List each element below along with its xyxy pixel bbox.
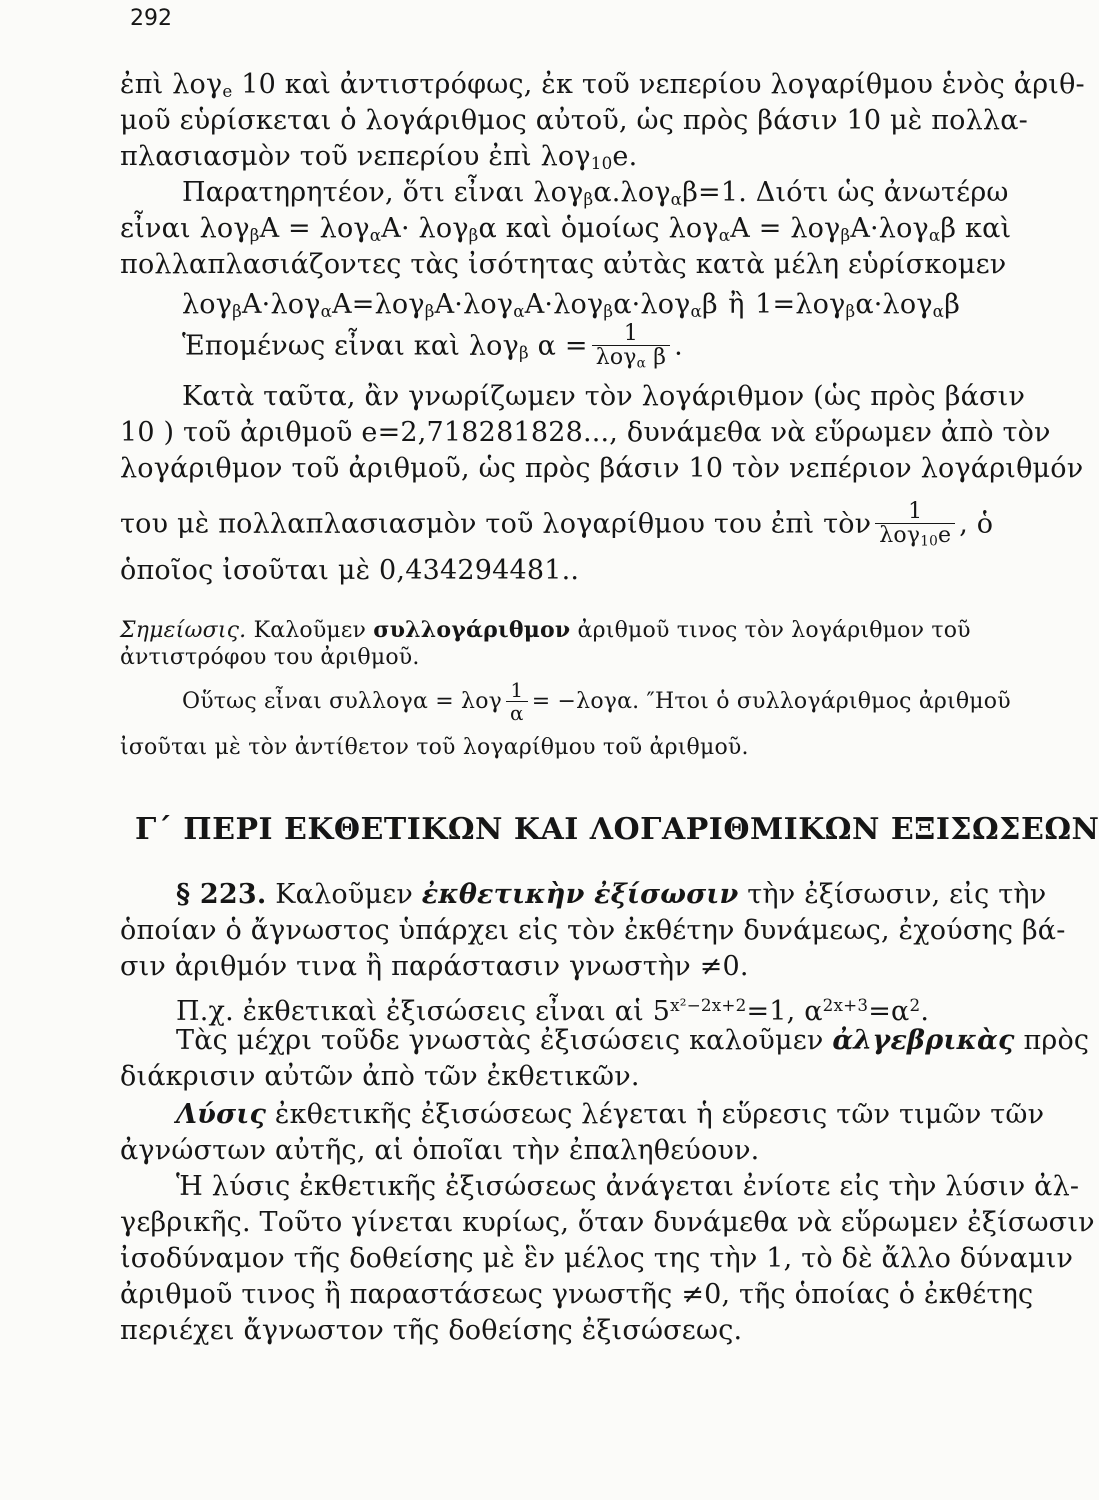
text-line: εἶναι λογ$_\beta$A = λογ$_\alpha$A· λογ$_\beta$α καὶ ὁμοίως λογ$_\alpha$A = λογ$_\beta$A·λογ$_\alpha$β καὶ <box>120 213 1012 246</box>
note-line: ἀντιστρόφου του ἀριθμοῦ. <box>120 645 420 670</box>
page-number: 292 <box>130 6 172 31</box>
text-line: Παρατηρητέον, ὅτι εἶναι λογ$_\beta$α.λογ$_\alpha$β=1. Διότι ὡς ἀνωτέρω <box>182 177 1009 210</box>
fraction: $\frac{1}{\alpha}$ <box>506 680 528 724</box>
text-line: ἀριθμοῦ τινος ἢ παραστάσεως γνωστῆς ≠0, τῆς ὁποίας ὁ ἐκθέτης <box>120 1279 1034 1310</box>
formula-line: του μὲ πολλαπλασιασμὸν τοῦ λογαρίθμου του ἐπὶ τὸν $\frac{1}{\lambda o\gamma_{10}e}$ , ὁ <box>120 499 994 550</box>
text-line: ἀγνώστων αὐτῆς, αἱ ὁποῖαι τὴν ἐπαληθεύουν. <box>120 1135 760 1166</box>
note-formula: Οὕτως εἶναι συλλογα = λογ $\frac{1}{\alpha}$ = −λογα. ″Ητοι ὁ συλλογάριθμος ἀριθμοῦ <box>182 678 1011 725</box>
text-line: ὁποίαν ὁ ἄγνωστος ὑπάρχει εἰς τὸν ἐκθέτην δυνάμεως, ἐχούσης βά- <box>120 915 1066 946</box>
text-line: λογ$_\beta$A·λογ$_\alpha$A=λογ$_\beta$A·λογ$_\alpha$A·λογ$_\beta$α·λογ$_\alpha$β ἢ 1=λογ$_\beta$α·λογ$_\alpha$β <box>182 289 960 322</box>
text-line: ἐπὶ λογ$_e$ 10 καὶ ἀντιστρόφως, ἐκ τοῦ νεπερίου λογαρίθμου ἑνὸς ἀριθ- <box>120 69 1085 102</box>
text-line: Κατὰ ταῦτα, ἂν γνωρίζωμεν τὸν λογάριθμον (ὡς πρὸς βάσιν <box>182 381 1026 412</box>
text-line: Λύσις ἐκθετικῆς ἐξισώσεως λέγεται ἡ εὕρεσις τῶν τιμῶν τῶν <box>176 1099 1045 1130</box>
formula-line: Π.χ. ἐκθετικαὶ ἐξισώσεις εἶναι αἱ $5^{x^2-2x+2}=1$, $\alpha^{2x+3}=\alpha^2$. <box>176 995 930 1028</box>
text-line: διάκρισιν αὐτῶν ἀπὸ τῶν ἐκθετικῶν. <box>120 1061 640 1092</box>
text-line: 10 ) τοῦ ἀριθμοῦ e=2,718281828..., δυνάμεθα νὰ εὕρωμεν ἀπὸ τὸν <box>120 417 1051 448</box>
text-line: πλασιασμὸν τοῦ νεπερίου ἐπὶ λογ$_{10}$e. <box>120 141 638 174</box>
formula-line: Ἑπομένως εἶναι καὶ λογ$_\beta$ α = $\frac{1}{\lambda o\gamma_\alpha \beta}$ . <box>182 321 683 372</box>
text-line: ἰσοδύναμον τῆς δοθείσης μὲ ἓν μέλος της τὴν 1, τὸ δὲ ἄλλο δύναμιν <box>120 1243 1074 1274</box>
text-line: περιέχει ἄγνωστον τῆς δοθείσης ἐξισώσεως. <box>120 1315 743 1346</box>
section-heading: Γ΄ ΠΕΡΙ ΕΚΘΕΤΙΚΩΝ ΚΑΙ ΛΟΓΑΡΙΘΜΙΚΩΝ ΕΞΙΣΩΣΕΩΝ <box>135 812 1099 847</box>
text-line: ὁποῖος ἰσοῦται μὲ 0,434294481.. <box>120 555 580 586</box>
text-line: πολλαπλασιάζοντες τὰς ἰσότητας αὐτὰς κατὰ μέλη εὑρίσκομεν <box>120 249 1007 280</box>
fraction: $\frac{1}{\lambda o\gamma_\alpha \beta}$ <box>592 322 670 372</box>
text-line: μοῦ εὑρίσκεται ὁ λογάριθμος αὐτοῦ, ὡς πρὸς βάσιν 10 μὲ πολλα- <box>120 105 1028 136</box>
text-line: σιν ἀριθμόν τινα ἢ παράστασιν γνωστὴν ≠0. <box>120 951 749 982</box>
text-line: § 223. Καλοῦμεν ἐκθετικὴν ἐξίσωσιν τὴν ἐξίσωσιν, εἰς τὴν <box>176 879 1047 910</box>
fraction: $\frac{1}{\lambda o\gamma_{10}e}$ <box>875 500 955 550</box>
note-line: Σημείωσις. Καλοῦμεν συλλογάριθμον ἀριθμοῦ τινος τὸν λογάριθμον τοῦ <box>120 617 971 643</box>
text-line: γεβρικῆς. Τοῦτο γίνεται κυρίως, ὅταν δυνάμεθα νὰ εὕρωμεν ἐξίσωσιν <box>120 1207 1095 1238</box>
text-line: Τὰς μέχρι τοῦδε γνωστὰς ἐξισώσεις καλοῦμεν ἀλγεβρικὰς πρὸς <box>176 1025 1090 1056</box>
text-line: λογάριθμον τοῦ ἀριθμοῦ, ὡς πρὸς βάσιν 10 τὸν νεπέριον λογάριθμόν <box>120 453 1084 484</box>
note-line: ἰσοῦται μὲ τὸν ἀντίθετον τοῦ λογαρίθμου τοῦ ἀριθμοῦ. <box>120 735 749 760</box>
text-line: Ἡ λύσις ἐκθετικῆς ἐξισώσεως ἀνάγεται ἐνίοτε εἰς τὴν λύσιν ἀλ- <box>176 1171 1080 1202</box>
